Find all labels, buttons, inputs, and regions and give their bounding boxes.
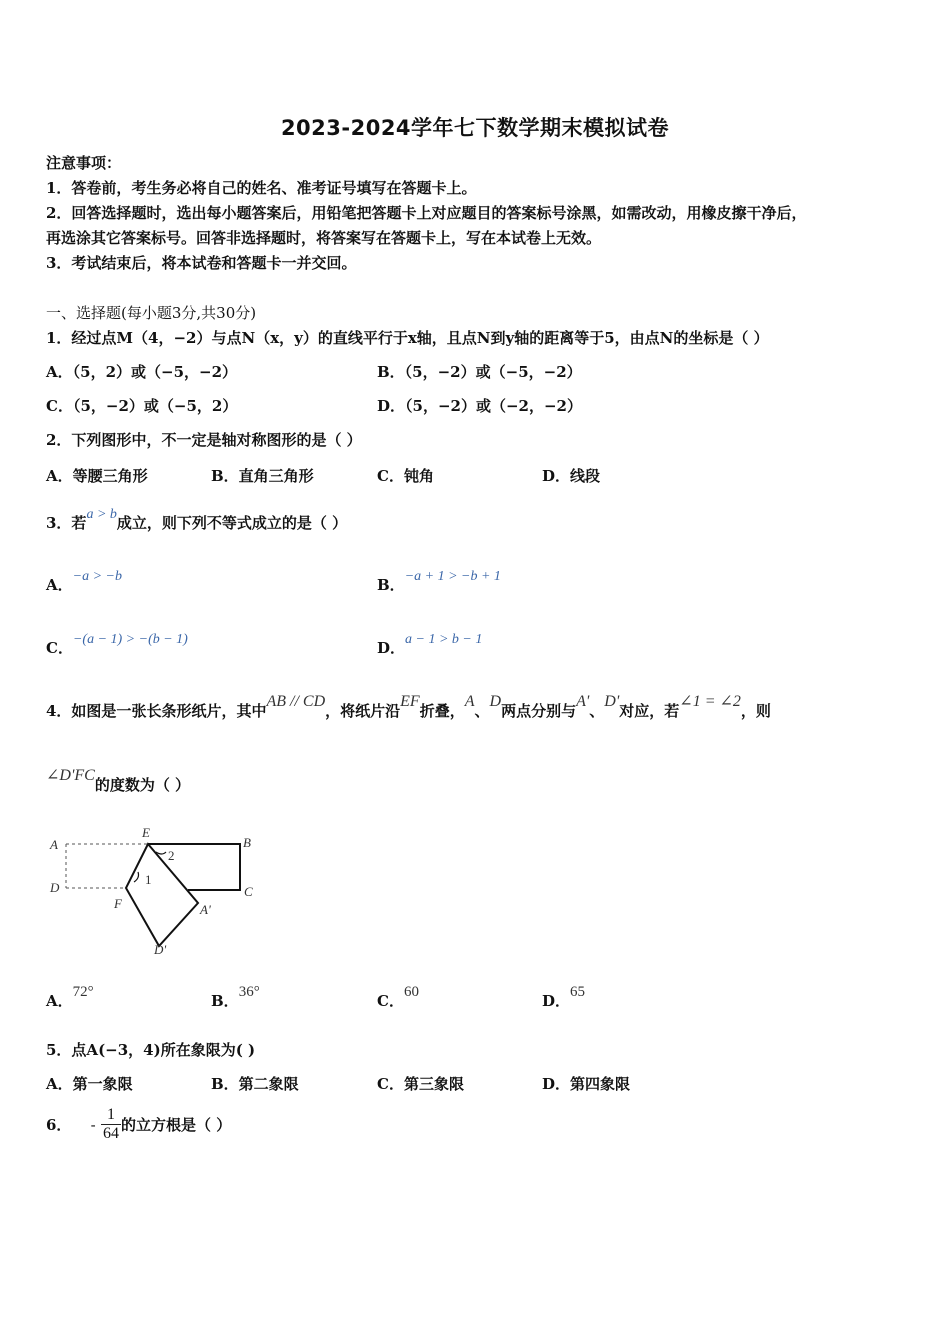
q6-stem bbox=[46, 1106, 231, 1143]
strip-ebc bbox=[148, 844, 240, 890]
q5-stem: 5．点A(−3，4)所在象限为( ) bbox=[46, 1041, 256, 1059]
q4-math-angle-dfc: ∠D'FC bbox=[46, 767, 95, 784]
notice-heading: 注意事项： bbox=[46, 154, 122, 172]
q4-option-a-label: A． bbox=[46, 992, 73, 1010]
q3-option-b[interactable] bbox=[377, 569, 501, 595]
angle-1-label: 1 bbox=[145, 872, 152, 887]
q3-option-b-label: B． bbox=[377, 576, 405, 594]
point-label-f: F bbox=[114, 896, 122, 911]
notice-item-1: 1．答卷前，考生务必将自己的姓名、准考证号填写在答题卡上。 bbox=[46, 179, 477, 197]
q4-text-9: 的度数为（ ） bbox=[94, 776, 191, 794]
q4-option-a-value: 72° bbox=[72, 984, 94, 1000]
q4-math-a: A bbox=[464, 693, 475, 710]
q2-option-c[interactable]: C．钝角 bbox=[377, 467, 434, 485]
q3-option-a[interactable] bbox=[46, 569, 122, 595]
q4-text-4: 、 bbox=[474, 702, 490, 720]
q6-stem-post: 的立方根是（ ） bbox=[120, 1116, 232, 1134]
q4-text-5: 两点分别与 bbox=[501, 702, 577, 720]
q4-text-8: ，则 bbox=[740, 702, 771, 720]
point-label-d-prime: D' bbox=[154, 942, 167, 957]
q5-option-c[interactable]: C．第三象限 bbox=[377, 1075, 464, 1093]
q2-option-d[interactable]: D．线段 bbox=[542, 467, 601, 485]
q3-option-c[interactable] bbox=[46, 632, 188, 658]
notice-item-2: 2．回答选择题时，选出每小题答案后，用铅笔把答题卡上对应题目的答案标号涂黑，如需改动，用橡皮擦干净后， bbox=[46, 204, 807, 222]
point-label-c: C bbox=[244, 884, 253, 899]
page-title: 2023-2024学年七下数学期末模拟试卷 bbox=[280, 116, 670, 140]
q4-text-1: 4．如图是一张长条形纸片，其中 bbox=[46, 702, 267, 720]
q4-option-b-label: B． bbox=[211, 992, 239, 1010]
point-label-a: A bbox=[50, 837, 58, 852]
q4-option-a[interactable] bbox=[46, 984, 94, 1011]
q4-stem-cont bbox=[46, 767, 191, 795]
q3-stem-math: a > b bbox=[86, 507, 117, 522]
q6-fraction-denominator: 64 bbox=[102, 1125, 119, 1142]
q3-option-d[interactable] bbox=[377, 632, 483, 658]
q6-sign: - bbox=[90, 1115, 96, 1134]
q1-option-b[interactable]: B．（5，−2）或（−5，−2） bbox=[377, 363, 582, 381]
angle-2-label: 2 bbox=[168, 848, 175, 863]
q4-stem bbox=[46, 693, 771, 721]
q5-option-b[interactable]: B．第二象限 bbox=[211, 1075, 299, 1093]
q3-stem bbox=[46, 507, 348, 533]
q4-text-6: 、 bbox=[589, 702, 605, 720]
q3-option-a-label: A． bbox=[46, 576, 73, 594]
q1-option-a[interactable]: A．（5，2）或（−5，−2） bbox=[46, 363, 238, 381]
notice-item-3: 3．考试结束后，将本试卷和答题卡一并交回。 bbox=[46, 254, 357, 272]
q3-option-d-label: D． bbox=[377, 639, 406, 657]
q4-text-3: 折叠， bbox=[419, 702, 465, 720]
q4-option-c-value: 60 bbox=[403, 984, 419, 1000]
q6-fraction bbox=[101, 1106, 121, 1143]
q3-option-a-expr: −a > −b bbox=[72, 569, 122, 584]
point-label-e: E bbox=[142, 825, 150, 840]
q5-option-d[interactable]: D．第四象限 bbox=[542, 1075, 631, 1093]
q4-option-c-label: C． bbox=[377, 992, 404, 1010]
q3-stem-post: 成立，则下列不等式成立的是（ ） bbox=[116, 514, 348, 532]
q2-option-a[interactable]: A．等腰三角形 bbox=[46, 467, 148, 485]
folded-quad bbox=[126, 844, 198, 946]
point-label-d: D bbox=[50, 880, 60, 895]
q4-text-7: 对应，若 bbox=[619, 702, 680, 720]
q4-math-ab-cd: AB // CD bbox=[266, 693, 326, 710]
q4-math-d-prime: D' bbox=[604, 693, 620, 710]
angle-1-arc bbox=[134, 872, 139, 882]
q1-option-c[interactable]: C．（5，−2）或（−5，2） bbox=[46, 397, 238, 415]
q3-stem-pre: 3．若 bbox=[46, 514, 87, 532]
q4-math-d: D bbox=[489, 693, 502, 710]
q5-option-a[interactable]: A．第一象限 bbox=[46, 1075, 133, 1093]
q4-option-c[interactable] bbox=[377, 984, 419, 1011]
point-label-b: B bbox=[243, 835, 251, 850]
q3-option-c-label: C． bbox=[46, 639, 73, 657]
q4-math-a-prime: A' bbox=[576, 693, 590, 710]
q4-option-d[interactable] bbox=[542, 984, 586, 1011]
q1-stem: 1．经过点M（4，−2）与点N（x，y）的直线平行于x轴，且点N到y轴的距离等于5，由点N的坐标是（ ） bbox=[46, 329, 769, 347]
point-label-a-prime: A' bbox=[200, 902, 211, 917]
q4-option-d-label: D． bbox=[542, 992, 571, 1010]
section-heading: 一、选择题(每小题3分,共30分) bbox=[46, 304, 257, 322]
q4-option-b-value: 36° bbox=[238, 984, 260, 1000]
q1-option-d[interactable]: D．（5，−2）或（−2，−2） bbox=[377, 397, 582, 415]
q4-figure bbox=[44, 822, 274, 962]
q3-option-c-expr: −(a − 1) > −(b − 1) bbox=[72, 632, 188, 647]
q4-math-angle-eq: ∠1 = ∠2 bbox=[679, 693, 741, 710]
q4-math-ef: EF bbox=[400, 693, 420, 710]
notice-item-2-cont: 再选涂其它答案标号。回答非选择题时，将答案写在答题卡上，写在本试卷上无效。 bbox=[46, 229, 602, 247]
q4-option-b[interactable] bbox=[211, 984, 260, 1011]
q6-number: 6． bbox=[46, 1116, 72, 1134]
q2-stem: 2．下列图形中，不一定是轴对称图形的是（ ） bbox=[46, 431, 362, 449]
q4-text-2: ，将纸片沿 bbox=[325, 702, 401, 720]
q6-fraction-numerator: 1 bbox=[101, 1106, 121, 1125]
q2-option-b[interactable]: B．直角三角形 bbox=[211, 467, 314, 485]
q3-option-b-expr: −a + 1 > −b + 1 bbox=[404, 569, 501, 584]
q4-option-d-value: 65 bbox=[570, 984, 586, 1000]
q3-option-d-expr: a − 1 > b − 1 bbox=[405, 632, 483, 647]
